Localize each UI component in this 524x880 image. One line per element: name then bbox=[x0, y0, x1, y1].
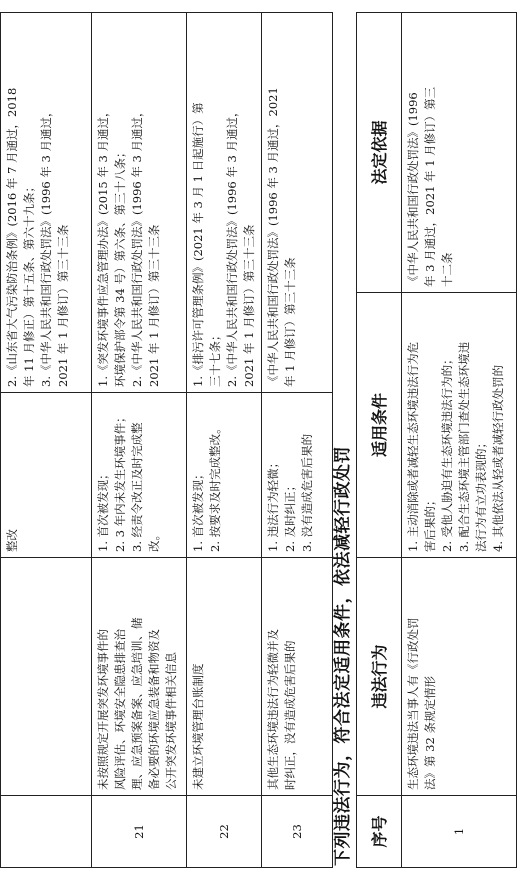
text-line: 2. 及时纠正； bbox=[283, 479, 297, 552]
row-number bbox=[1, 796, 92, 868]
text-line: 1.《排污许可管理条例》(2021 年 3 月 1 日起施行）第 bbox=[191, 102, 205, 387]
text-line: 改。 bbox=[147, 529, 161, 552]
text-line: 害后果的； bbox=[423, 494, 437, 552]
text-line: 1.《突发环境事件应急管理办法》(2015 年 3 月通过， bbox=[96, 105, 110, 387]
conditions-cell bbox=[262, 393, 333, 558]
text-line: 1. 违法行为轻微； bbox=[266, 456, 280, 552]
text-line: 《中华人民共和国行政处罚法》(1996 bbox=[406, 92, 420, 287]
text-line: 备必要的环境应急装备和物资及 bbox=[147, 629, 161, 790]
section-title: 下列违法行为，符合法定适用条件，依法减轻行政处罚 bbox=[333, 446, 353, 866]
text-line: 十二条 bbox=[440, 252, 454, 287]
text-line: 法行为有立功表现的； bbox=[474, 437, 488, 552]
text-line: 3. 经责令改正及时完成整 bbox=[130, 422, 144, 552]
text-line: 3.《中华人民共和国行政处罚法》(1996 年 3 月通过， bbox=[39, 105, 53, 387]
header-basis: 法定依据 bbox=[357, 13, 402, 293]
penalty-reduction-table bbox=[356, 12, 517, 868]
text-line: 2.《中华人民共和国行政处罚法》(1996 年 3 月通过， bbox=[225, 105, 239, 387]
text-line: 1. 首次被发现； bbox=[191, 468, 205, 552]
text-line: 2. 3 年内未发生环境事件； bbox=[113, 411, 127, 552]
text-line: 2.《中华人民共和国行政处罚法》(1996 年 3 月通过， bbox=[130, 105, 144, 387]
penalty-exemption-table-continued bbox=[0, 12, 333, 868]
text-line: 整改 bbox=[5, 529, 19, 552]
text-line: 2. 按要求及时完成整改。 bbox=[208, 422, 222, 552]
basis-cell bbox=[92, 13, 187, 393]
text-line: 三十七条； bbox=[208, 329, 222, 387]
text-line: 2021 年 1 月修订）第三十三条 bbox=[56, 224, 70, 387]
text-line: 1. 主动消除或者减轻生态环境违法行为危 bbox=[406, 341, 420, 552]
text-line: 公开突发环境事件相关信息 bbox=[164, 652, 178, 790]
text-line: 风险评估、环境安全隐患排查治 bbox=[113, 629, 127, 790]
text-line: 法》第 32 条规定情形 bbox=[423, 676, 437, 790]
row-number: 23 bbox=[262, 796, 333, 868]
text-line: 未建立环境管理台账制度 bbox=[191, 663, 205, 790]
text-line: 4. 其他依法从轻或者减轻行政处罚的 bbox=[491, 364, 505, 552]
behavior-cell bbox=[402, 558, 517, 796]
text-line: 1. 首次被发现； bbox=[96, 468, 110, 552]
table-row bbox=[1, 13, 92, 868]
basis-cell bbox=[262, 13, 333, 393]
text-line: 环境保护部令第 34 号）第六条、第三十八条； bbox=[113, 146, 127, 387]
conditions-cell bbox=[402, 293, 517, 558]
text-line: 年 1 月修订）第三十三条 bbox=[283, 257, 297, 387]
row-number: 22 bbox=[187, 796, 262, 868]
basis-cell bbox=[1, 13, 92, 393]
text-line: 时纠正，没有造成危害后果的 bbox=[283, 640, 297, 790]
text-line: 其他生态环境违法行为轻微并及 bbox=[266, 629, 280, 790]
header-number: 序号 bbox=[357, 796, 402, 868]
text-line: 2021 年 1 月修订）第三十三条 bbox=[242, 224, 256, 387]
table-row bbox=[402, 13, 517, 868]
row-number: 1 bbox=[402, 796, 517, 868]
text-line: 2.《山东省大气污染防治条例》(2016 年 7 月通过，2018 bbox=[5, 87, 19, 387]
table-row bbox=[92, 13, 187, 868]
text-line: 2021 年 1 月修订）第三十三条 bbox=[147, 224, 161, 387]
behavior-cell bbox=[92, 558, 187, 796]
text-line: 年 3 月通过，2021 年 1 月修订）第三 bbox=[423, 86, 437, 287]
behavior-cell bbox=[262, 558, 333, 796]
conditions-cell bbox=[187, 393, 262, 558]
header-conditions: 适用条件 bbox=[357, 293, 402, 558]
text-line: 未按照规定开展突发环境事件的 bbox=[96, 629, 110, 790]
text-line: 年 11 月修正）第十五条、第六十九条； bbox=[22, 181, 36, 387]
text-line: 2. 受他人胁迫有生态环境违法行为的； bbox=[440, 353, 454, 552]
header-row bbox=[357, 13, 402, 868]
text-line: 生态环境违法当事人有《行政处罚 bbox=[406, 617, 420, 790]
conditions-cell bbox=[1, 393, 92, 558]
text-line: 理、应急预案备案、应急培训、储 bbox=[130, 617, 144, 790]
text-line: 《中华人民共和国行政处罚法》(1996 年 3 月通过，2021 bbox=[266, 87, 280, 387]
row-number: 21 bbox=[92, 796, 187, 868]
header-behavior: 违法行为 bbox=[357, 558, 402, 796]
basis-cell bbox=[187, 13, 262, 393]
behavior-cell bbox=[187, 558, 262, 796]
text-line: 3. 配合生态环境主管部门查处生态环境违 bbox=[457, 341, 471, 552]
behavior-cell bbox=[1, 558, 92, 796]
text-line: 3. 没有造成危害后果的 bbox=[300, 433, 314, 552]
table-row bbox=[187, 13, 262, 868]
table-row bbox=[262, 13, 333, 868]
basis-cell bbox=[402, 13, 517, 293]
conditions-cell bbox=[92, 393, 187, 558]
